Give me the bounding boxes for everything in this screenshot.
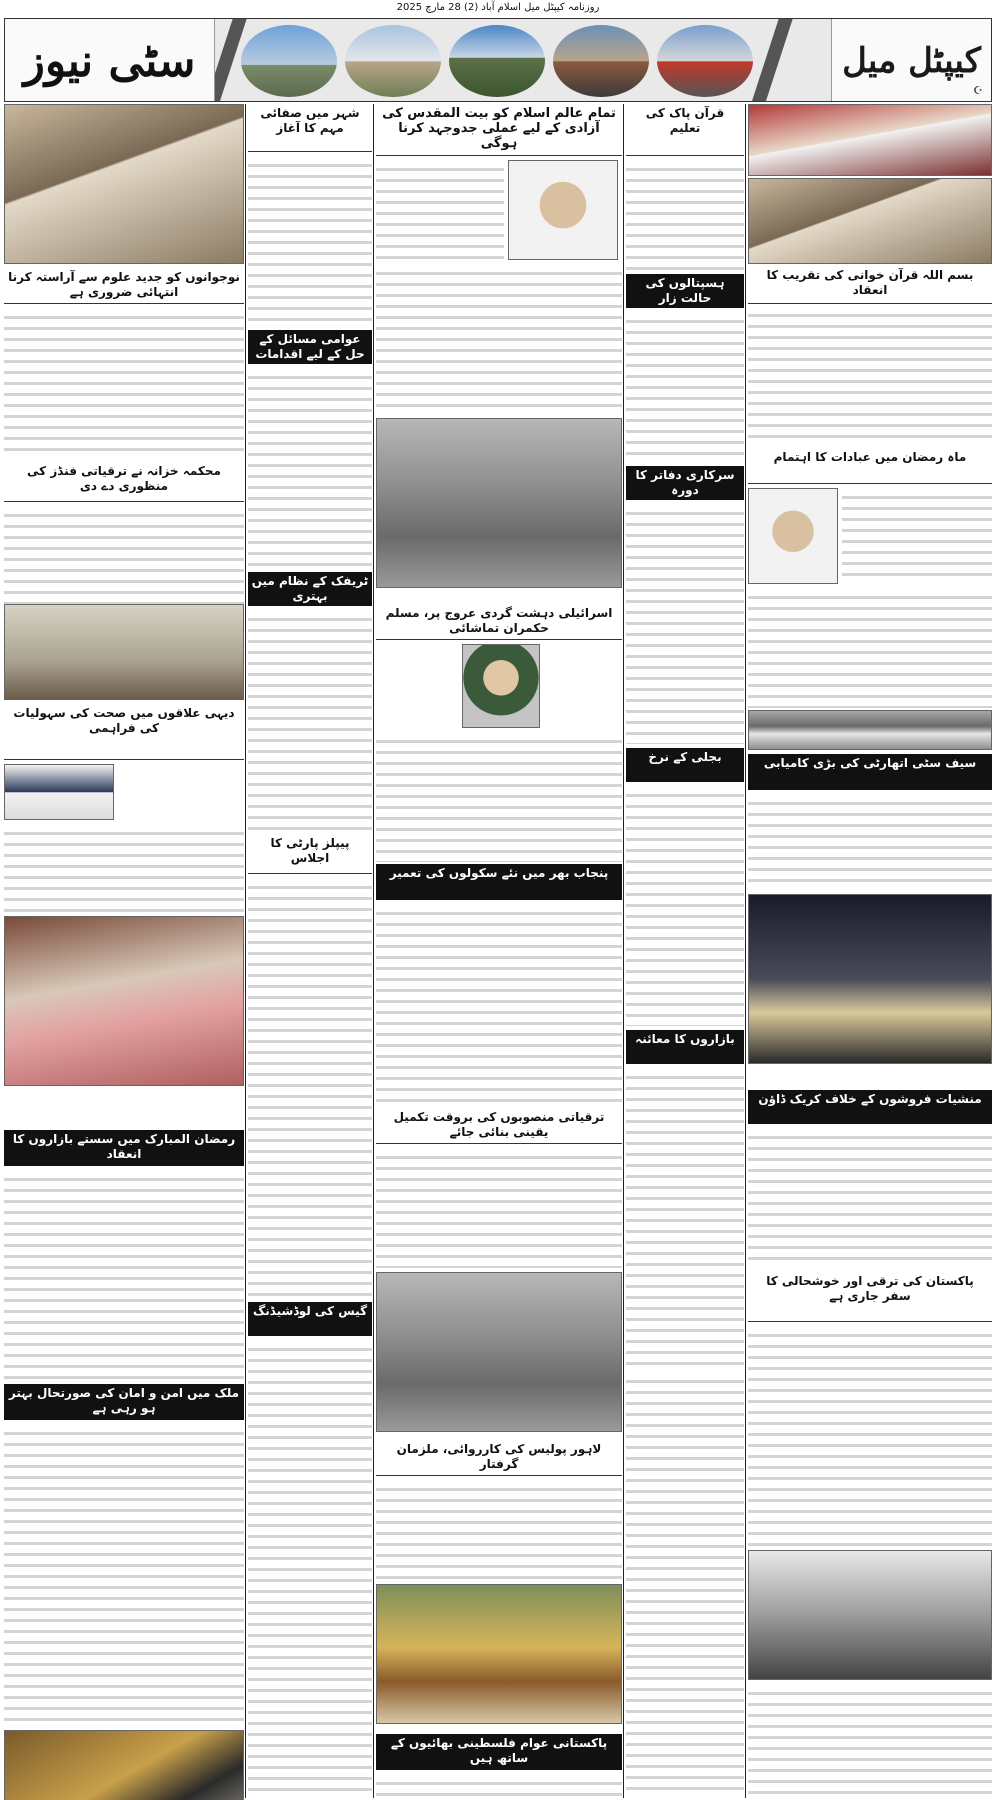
news-photo-meeting <box>4 604 244 700</box>
headline: لاہور پولیس کی کارروائی، ملزمان گرفتار <box>376 1440 622 1476</box>
article-body <box>248 878 372 1298</box>
headline: شہر میں صفائی مہم کا آغاز <box>248 104 372 152</box>
headline: بسم اللہ قرآن خوانی کی تقریب کا انعقاد <box>748 266 992 304</box>
column-5 <box>4 104 244 1800</box>
article-body <box>626 504 744 744</box>
news-photo-safe-city <box>748 894 992 1064</box>
banner-image-park <box>345 25 441 97</box>
column-rule <box>245 104 246 1798</box>
banner-image-monument <box>241 25 337 97</box>
news-photo-calligraphy <box>4 1730 244 1800</box>
news-photo-portrait <box>508 160 618 260</box>
article-body <box>842 488 992 584</box>
news-photo-office <box>748 1550 992 1680</box>
article-body <box>748 1326 992 1546</box>
headline: بجلی کے نرخ <box>626 748 744 782</box>
news-photo-food-stall <box>4 916 244 1086</box>
headline: ماہ رمضان میں عبادات کا اہتمام <box>748 448 992 484</box>
banner-image-metro-bus <box>657 25 753 97</box>
article-body <box>748 588 992 708</box>
article-body <box>4 308 244 458</box>
section-title: سٹی نیوز <box>23 35 196 87</box>
crescent-icon: ☪ <box>973 84 983 97</box>
article-body <box>376 732 622 862</box>
article-body <box>376 904 622 1104</box>
headline: ہسپتالوں کی حالت زار <box>626 274 744 308</box>
headline: عوامی مسائل کے حل کے لیے اقدامات <box>248 330 372 364</box>
news-photo-ceremony <box>748 104 992 176</box>
news-photo-gathering <box>748 178 992 264</box>
article-body <box>626 786 744 1026</box>
headline: پاکستانی عوام فلسطینی بھائیوں کے ساتھ ہیں <box>376 1734 622 1770</box>
column-3 <box>376 104 622 1800</box>
article-body <box>626 1068 744 1368</box>
headline: تمام عالم اسلام کو بیت المقدس کی آزادی کے لیے عملی جدوجہد کرنا ہوگی <box>376 104 622 156</box>
headline: نوجوانوں کو جدید علوم سے آراستہ کرنا انتہائی ضروری ہے <box>4 268 244 304</box>
headline: محکمہ خزانہ نے ترقیاتی فنڈز کی منظوری دے دی <box>4 462 244 502</box>
article-body <box>748 306 992 446</box>
news-photo-mosque <box>748 710 992 750</box>
brand-logo <box>831 19 991 102</box>
article-body <box>626 1372 744 1792</box>
article-body <box>376 264 622 414</box>
headline: پاکستان کی ترقی اور خوشحالی کا سفر جاری ہے <box>748 1272 992 1322</box>
article-body <box>376 1774 622 1796</box>
headline: بازاروں کا معائنہ <box>626 1030 744 1064</box>
column-rule <box>623 104 624 1798</box>
news-photo-traffic <box>376 1272 622 1432</box>
news-photo-market <box>376 1584 622 1724</box>
article-body <box>626 312 744 462</box>
headline: قرآن پاک کی تعلیم <box>626 104 744 156</box>
article-body <box>248 610 372 830</box>
section-label <box>5 19 215 102</box>
headline: رمضان المبارک میں سستے بازاروں کا انعقاد <box>4 1130 244 1166</box>
brand-name: کیپٹل میل <box>842 41 981 81</box>
news-photo-street <box>376 418 622 588</box>
article-body <box>248 156 372 326</box>
headline: ملک میں امن و امان کی صورتحال بہتر ہو رہی ہے <box>4 1384 244 1420</box>
headline: گیس کی لوڈشیڈنگ <box>248 1302 372 1336</box>
banner-divider <box>751 19 792 102</box>
headline: منشیات فروشوں کے خلاف کریک ڈاؤن <box>748 1090 992 1124</box>
news-photo-police-officers <box>4 764 114 820</box>
headline: پنجاب بھر میں نئے سکولوں کی تعمیر <box>376 864 622 900</box>
article-body <box>376 1480 622 1580</box>
column-rule <box>745 104 746 1798</box>
article-body <box>248 368 372 568</box>
news-photo-officials <box>4 104 244 264</box>
article-body <box>626 160 744 270</box>
banner-image-train <box>553 25 649 97</box>
article-body <box>4 1170 244 1380</box>
article-body <box>4 824 244 914</box>
dateline: روزنامہ کیپٹل میل اسلام آباد (2) 28 مارچ 2025 <box>396 2 600 13</box>
column-4 <box>248 104 372 1800</box>
headline: ٹریفک کے نظام میں بہتری <box>248 572 372 606</box>
article-body <box>248 1340 372 1792</box>
article-body <box>376 160 504 260</box>
article-body <box>376 1148 622 1268</box>
column-2 <box>626 104 744 1800</box>
headline: اسرائیلی دہشت گردی عروج پر، مسلم حکمران تماشائی <box>376 604 622 640</box>
news-photo-portrait <box>462 644 540 728</box>
masthead <box>4 18 992 102</box>
article-body <box>748 794 992 890</box>
headline: پیپلز پارٹی کا اجلاس <box>248 834 372 874</box>
banner-image-mosque <box>449 25 545 97</box>
headline: سرکاری دفاتر کا دورہ <box>626 466 744 500</box>
article-body <box>4 1424 244 1724</box>
article-body <box>748 1128 992 1268</box>
headline: دیہی علاقوں میں صحت کی سہولیات کی فراہمی <box>4 704 244 760</box>
article-body <box>748 1684 992 1794</box>
news-photo-portrait <box>748 488 838 584</box>
headline: ترقیاتی منصوبوں کی بروقت تکمیل یقینی بنائی جائے <box>376 1108 622 1144</box>
column-1 <box>748 104 992 1800</box>
column-rule <box>373 104 374 1798</box>
headline: سیف سٹی اتھارٹی کی بڑی کامیابی <box>748 754 992 790</box>
